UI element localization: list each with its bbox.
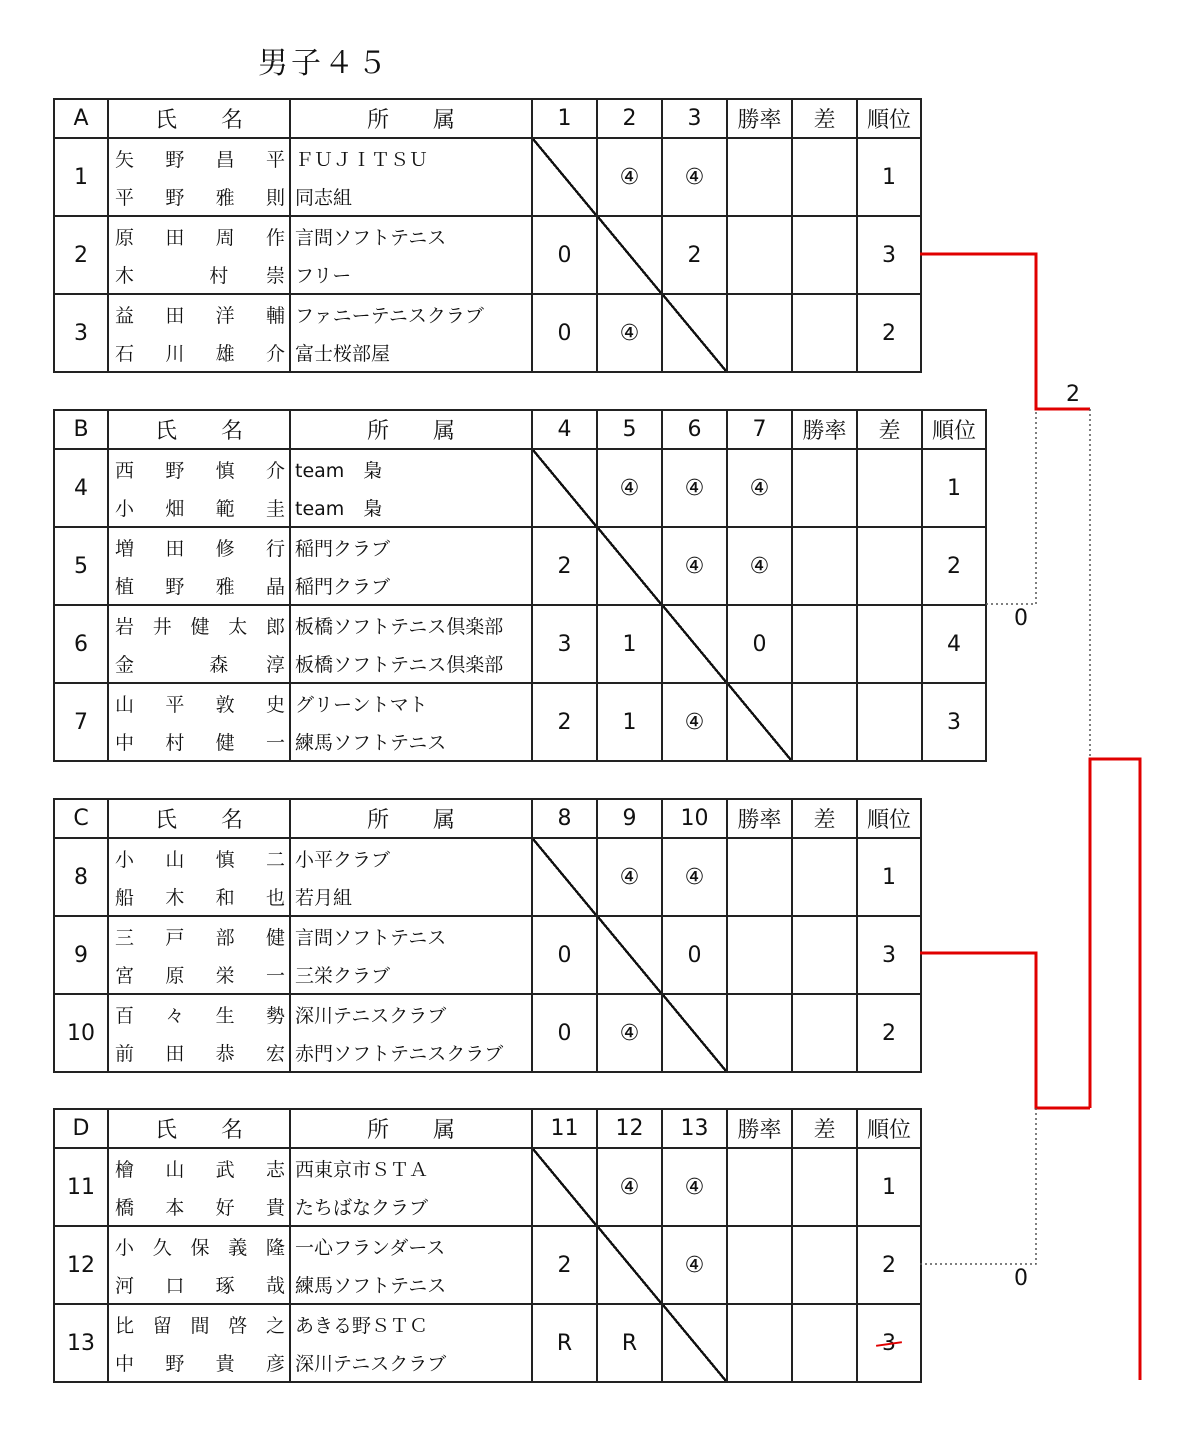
opponent-col-header: 5 <box>597 410 662 449</box>
group-label: A <box>54 99 108 138</box>
score-cell: 2 <box>532 1226 597 1304</box>
rank-value: 2 <box>882 1252 896 1278</box>
score-cell: ④ <box>662 527 727 605</box>
score-cell: ④ <box>597 138 662 216</box>
rank-value: 2 <box>882 320 896 346</box>
score-cell: ④ <box>597 1148 662 1226</box>
diff-header: 差 <box>792 799 857 838</box>
affiliation: 赤門ソフトテニスクラブ <box>295 1042 504 1065</box>
score-cell: ④ <box>727 449 792 527</box>
score-cell: 2 <box>532 683 597 761</box>
opponent-col-header: 9 <box>597 799 662 838</box>
affiliation: 三栄クラブ <box>295 964 391 987</box>
affiliation-header: 所 属 <box>290 99 532 138</box>
diff-header: 差 <box>792 99 857 138</box>
bracket-score-d: 0 <box>1014 1266 1028 1291</box>
opponent-col-header: 4 <box>532 410 597 449</box>
entry-number: 12 <box>54 1226 108 1304</box>
rank-header: 順位 <box>857 1109 921 1148</box>
player-name: 三 戸 部 健 <box>115 926 285 949</box>
player-name: 檜 山 武 志 <box>115 1158 285 1181</box>
affiliation: 西東京市ＳＴＡ <box>295 1158 429 1181</box>
player-name: 小 畑 範 圭 <box>115 497 285 520</box>
player-name: 岩 井 健 太 郎 <box>115 615 285 638</box>
rank-header: 順位 <box>922 410 986 449</box>
player-name: 船 木 和 也 <box>115 886 285 909</box>
score-cell: R <box>532 1304 597 1382</box>
bracket-line-c-winner <box>920 953 1090 1108</box>
rank-value: 3 <box>947 709 961 735</box>
score-cell: ④ <box>597 994 662 1072</box>
entry-number: 2 <box>54 216 108 294</box>
player-name: 矢 野 昌 平 <box>115 148 285 171</box>
diff-header: 差 <box>792 1109 857 1148</box>
opponent-col-header: 2 <box>597 99 662 138</box>
name-header: 氏 名 <box>108 410 290 449</box>
affiliation: フリー <box>295 264 352 287</box>
score-cell: ④ <box>662 1148 727 1226</box>
bracket-line-b-loser <box>986 409 1036 604</box>
player-name: 植 野 雅 晶 <box>115 575 285 598</box>
player-name: 前 田 恭 宏 <box>115 1042 285 1065</box>
score-cell: ④ <box>662 138 727 216</box>
player-name: 橋 本 好 貴 <box>115 1196 285 1219</box>
bracket-line-a-winner <box>920 254 1090 409</box>
player-name: 中 野 貴 彦 <box>115 1352 285 1375</box>
score-cell: 0 <box>727 605 792 683</box>
score-cell: 2 <box>532 527 597 605</box>
player-name: 中 村 健 一 <box>115 731 285 754</box>
rank-value: 3 <box>882 1330 896 1356</box>
rank-value: 1 <box>882 1174 896 1200</box>
rank-value: 3 <box>882 942 896 968</box>
player-name: 小 久 保 義 隆 <box>115 1236 285 1259</box>
rank-value: 2 <box>947 553 961 579</box>
entry-number: 13 <box>54 1304 108 1382</box>
page-title: 男子４５ <box>258 46 390 81</box>
affiliation: 言問ソフトテニス <box>295 926 447 949</box>
bracket-score-b: 0 <box>1014 606 1028 631</box>
affiliation: 深川テニスクラブ <box>295 1004 447 1027</box>
affiliation: ファニーテニスクラブ <box>295 304 484 327</box>
opponent-col-header: 6 <box>662 410 727 449</box>
score-cell: ④ <box>662 838 727 916</box>
affiliation: ＦＵＪＩＴＳＵ <box>295 148 429 171</box>
rank-value: 3 <box>882 242 896 268</box>
affiliation: 一心フランダース <box>295 1236 446 1259</box>
player-name: 山 平 敦 史 <box>115 693 285 716</box>
affiliation: 稲門クラブ <box>295 537 391 560</box>
opponent-col-header: 10 <box>662 799 727 838</box>
affiliation: たちばなクラブ <box>295 1196 429 1219</box>
score-cell: 1 <box>597 605 662 683</box>
affiliation: 同志組 <box>295 186 353 209</box>
entry-number: 11 <box>54 1148 108 1226</box>
affiliation: あきる野ＳＴＣ <box>295 1314 429 1337</box>
bracket-line-d-loser <box>920 1108 1036 1264</box>
affiliation: 板橋ソフトテニス倶楽部 <box>295 615 504 638</box>
name-header: 氏 名 <box>108 799 290 838</box>
entry-number: 4 <box>54 449 108 527</box>
player-name: 河 口 琢 哉 <box>115 1274 285 1297</box>
affiliation: team 梟 <box>295 459 383 482</box>
opponent-col-header: 12 <box>597 1109 662 1148</box>
affiliation: 小平クラブ <box>295 848 391 871</box>
opponent-col-header: 13 <box>662 1109 727 1148</box>
winrate-header: 勝率 <box>792 410 857 449</box>
player-name: 比 留 間 啓 之 <box>115 1314 285 1337</box>
player-name: 木 村 崇 <box>115 264 285 287</box>
bracket-score-ab: 2 <box>1066 382 1080 407</box>
entry-number: 3 <box>54 294 108 372</box>
group-label: C <box>54 799 108 838</box>
affiliation-header: 所 属 <box>290 1109 532 1148</box>
affiliation-header: 所 属 <box>290 410 532 449</box>
entry-number: 6 <box>54 605 108 683</box>
affiliation: 若月組 <box>295 886 353 909</box>
affiliation: 深川テニスクラブ <box>295 1352 447 1375</box>
score-cell: 0 <box>532 294 597 372</box>
entry-number: 10 <box>54 994 108 1072</box>
rank-header: 順位 <box>857 799 921 838</box>
affiliation: 練馬ソフトテニス <box>295 731 447 754</box>
opponent-col-header: 8 <box>532 799 597 838</box>
player-name: 小 山 慎 二 <box>115 848 285 871</box>
player-name: 宮 原 栄 一 <box>115 964 285 987</box>
entry-number: 5 <box>54 527 108 605</box>
opponent-col-header: 3 <box>662 99 727 138</box>
player-name: 増 田 修 行 <box>115 537 285 560</box>
opponent-col-header: 11 <box>532 1109 597 1148</box>
player-name: 益 田 洋 輔 <box>115 304 285 327</box>
winrate-header: 勝率 <box>727 799 792 838</box>
affiliation: team 梟 <box>295 497 383 520</box>
opponent-col-header: 7 <box>727 410 792 449</box>
diff-header: 差 <box>857 410 922 449</box>
score-cell: ④ <box>662 683 727 761</box>
entry-number: 8 <box>54 838 108 916</box>
rank-value: 1 <box>882 164 896 190</box>
group-label: D <box>54 1109 108 1148</box>
bracket-line-cd-winner <box>1090 759 1140 1380</box>
score-cell: ④ <box>662 1226 727 1304</box>
affiliation-header: 所 属 <box>290 799 532 838</box>
name-header: 氏 名 <box>108 1109 290 1148</box>
player-name: 西 野 慎 介 <box>115 459 285 482</box>
score-cell: ④ <box>662 449 727 527</box>
affiliation: 稲門クラブ <box>295 575 391 598</box>
affiliation: 練馬ソフトテニス <box>295 1274 447 1297</box>
score-cell: 3 <box>532 605 597 683</box>
affiliation: グリーントマト <box>295 693 428 716</box>
winrate-header: 勝率 <box>727 99 792 138</box>
score-cell: ④ <box>597 449 662 527</box>
player-name: 石 川 雄 介 <box>115 342 285 365</box>
score-cell: ④ <box>597 838 662 916</box>
rank-header: 順位 <box>857 99 921 138</box>
group-label: B <box>54 410 108 449</box>
player-name: 金 森 淳 <box>115 653 285 676</box>
rank-value: 4 <box>947 631 961 657</box>
rank-value: 2 <box>882 1020 896 1046</box>
name-header: 氏 名 <box>108 99 290 138</box>
score-cell: 0 <box>532 994 597 1072</box>
score-cell: ④ <box>597 294 662 372</box>
entry-number: 7 <box>54 683 108 761</box>
player-name: 百 々 生 勢 <box>115 1004 285 1027</box>
score-cell: 1 <box>597 683 662 761</box>
score-cell: ④ <box>727 527 792 605</box>
rank-value: 1 <box>882 864 896 890</box>
entry-number: 1 <box>54 138 108 216</box>
player-name: 原 田 周 作 <box>115 226 285 249</box>
opponent-col-header: 1 <box>532 99 597 138</box>
score-cell: 0 <box>532 916 597 994</box>
player-name: 平 野 雅 則 <box>115 186 285 209</box>
score-cell: 0 <box>662 916 727 994</box>
entry-number: 9 <box>54 916 108 994</box>
affiliation: 言問ソフトテニス <box>295 226 447 249</box>
score-cell: R <box>597 1304 662 1382</box>
winrate-header: 勝率 <box>727 1109 792 1148</box>
affiliation: 板橋ソフトテニス倶楽部 <box>295 653 504 676</box>
score-cell: 0 <box>532 216 597 294</box>
affiliation: 富士桜部屋 <box>295 342 391 365</box>
rank-value: 1 <box>947 475 961 501</box>
score-cell: 2 <box>662 216 727 294</box>
